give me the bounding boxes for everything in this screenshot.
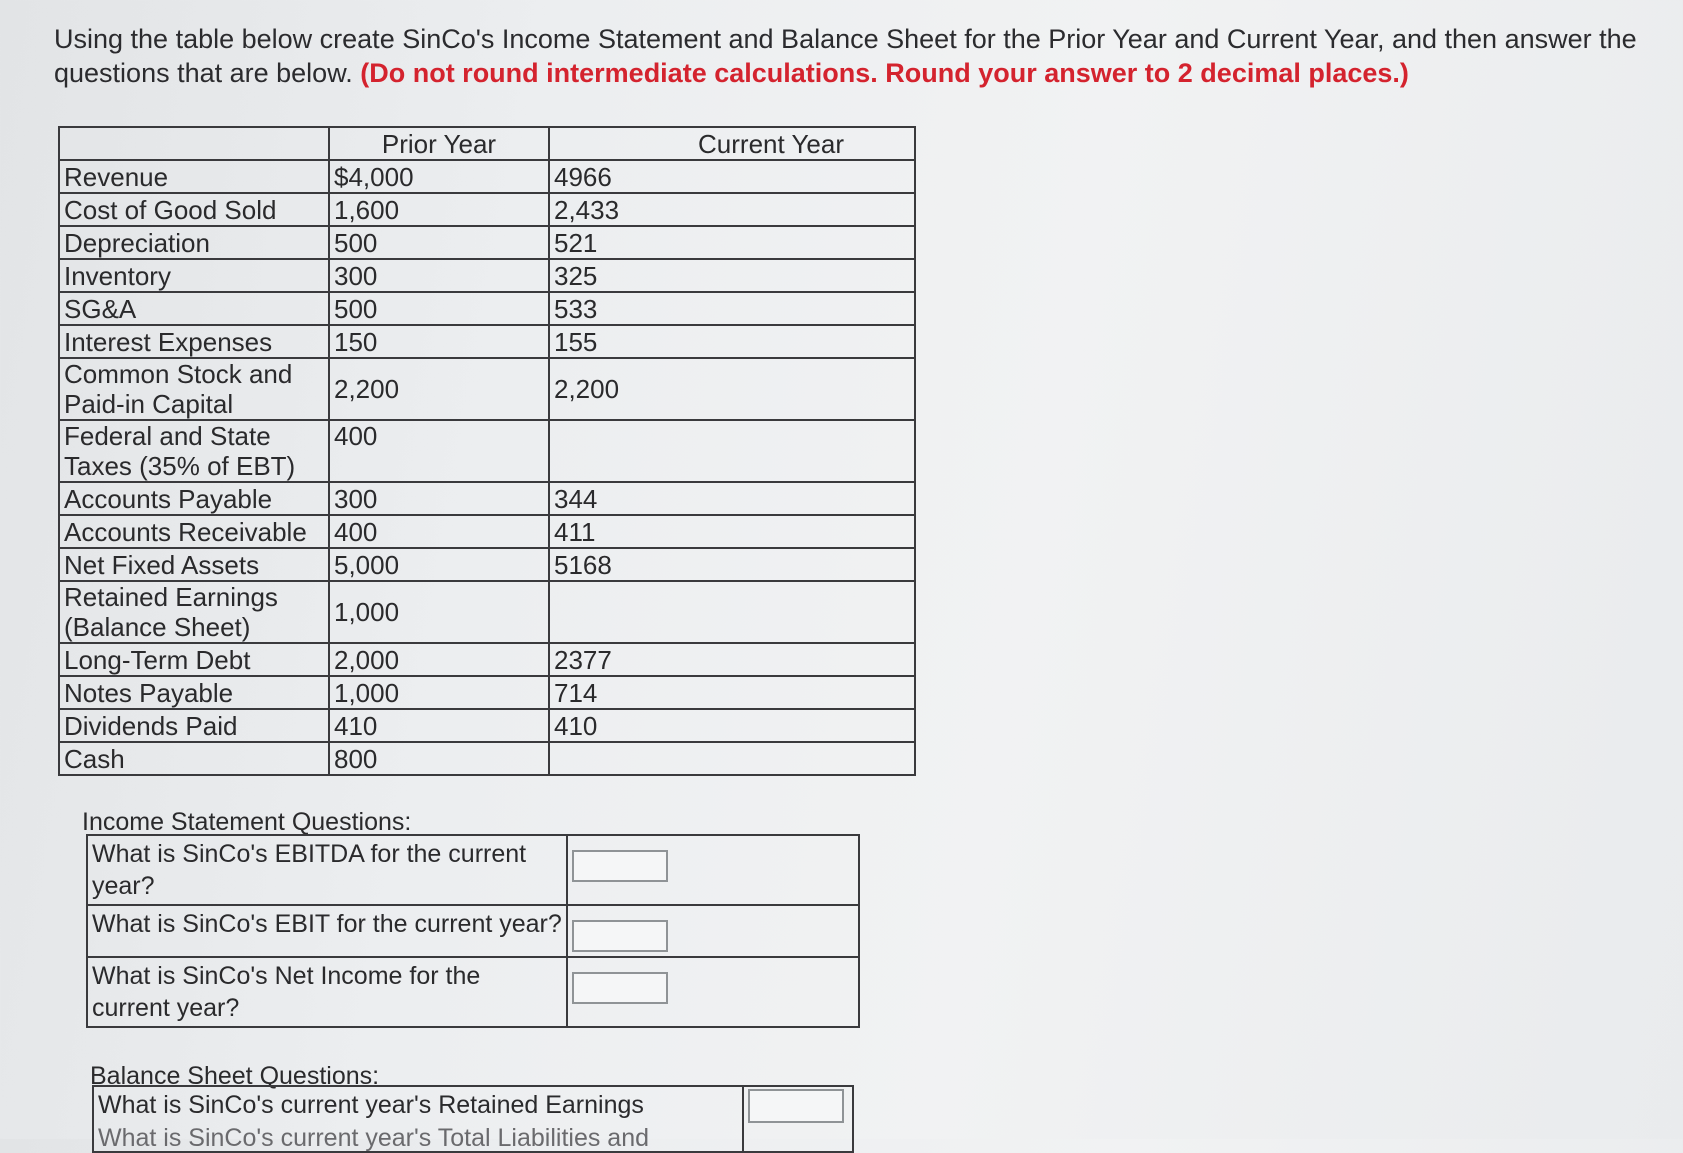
prior-value: 500 (329, 292, 549, 325)
table-row (59, 742, 915, 775)
row-label: Cost of Good Sold (59, 193, 329, 226)
current-value (549, 420, 915, 482)
balance-sheet-heading: Balance Sheet Questions: (90, 1062, 380, 1090)
table-row (59, 581, 915, 643)
balance-sheet-questions (92, 1085, 854, 1153)
prior-value: 2,000 (329, 643, 549, 676)
table-row (59, 676, 915, 709)
row-label: Interest Expenses (59, 325, 329, 358)
question-row (93, 1086, 853, 1152)
answer-cell (567, 905, 859, 957)
row-label: Accounts Payable (59, 482, 329, 515)
instructions-text: Using the table below create SinCo's Income Statement and Balance Sheet for the Prior Year and Current Year, and then answer the questions that are below. (54, 24, 1637, 88)
current-value: 325 (549, 259, 915, 292)
current-value: 411 (549, 515, 915, 548)
ebitda-answer-input[interactable] (572, 850, 668, 882)
prior-value: 800 (329, 742, 549, 775)
table-row (59, 193, 915, 226)
prior-value: 1,600 (329, 193, 549, 226)
prior-value: 300 (329, 482, 549, 515)
table-row (59, 160, 915, 193)
current-value: 155 (549, 325, 915, 358)
table-row (59, 358, 915, 420)
current-value: 344 (549, 482, 915, 515)
prior-value: 5,000 (329, 548, 549, 581)
prior-value: $4,000 (329, 160, 549, 193)
ebit-answer-input[interactable] (572, 920, 668, 952)
current-value (549, 581, 915, 643)
row-label: Depreciation (59, 226, 329, 259)
row-label: Long-Term Debt (59, 643, 329, 676)
row-label: Accounts Receivable (59, 515, 329, 548)
question-row (87, 905, 859, 957)
question-retained-earnings (93, 1086, 743, 1152)
row-label: Common Stock and Paid-in Capital (59, 358, 329, 420)
question-row (87, 957, 859, 1027)
header-current-year: Current Year (549, 127, 915, 160)
prior-value: 300 (329, 259, 549, 292)
current-value: 5168 (549, 548, 915, 581)
row-label: Cash (59, 742, 329, 775)
question-ebitda: What is SinCo's EBITDA for the current year? (87, 835, 567, 905)
income-statement-questions (86, 834, 860, 1028)
current-value: 533 (549, 292, 915, 325)
row-label: Notes Payable (59, 676, 329, 709)
current-value: 2,200 (549, 358, 915, 420)
table-row (59, 226, 915, 259)
question-ebit: What is SinCo's EBIT for the current year? (87, 905, 567, 957)
net-income-answer-input[interactable] (572, 972, 668, 1004)
prior-value: 500 (329, 226, 549, 259)
prior-value: 400 (329, 515, 549, 548)
total-liabilities-question-text: What is SinCo's current year's Total Liabilities and (98, 1124, 650, 1152)
table-row (59, 709, 915, 742)
current-value: 521 (549, 226, 915, 259)
table-row (59, 548, 915, 581)
current-value (549, 742, 915, 775)
table-row (59, 420, 915, 482)
question-row (87, 835, 859, 905)
table-header-row (59, 127, 915, 160)
header-prior-year: Prior Year (329, 127, 549, 160)
table-row (59, 482, 915, 515)
income-statement-heading: Income Statement Questions: (82, 808, 412, 836)
row-label: SG&A (59, 292, 329, 325)
financial-data-table (58, 126, 916, 776)
current-value: 714 (549, 676, 915, 709)
current-value: 2377 (549, 643, 915, 676)
question-net-income: What is SinCo's Net Income for the current year? (87, 957, 567, 1027)
table-row (59, 259, 915, 292)
instructions-emphasis: (Do not round intermediate calculations. Round your answer to 2 decimal places.) (360, 58, 1409, 88)
row-label: Net Fixed Assets (59, 548, 329, 581)
prior-value: 150 (329, 325, 549, 358)
current-value: 410 (549, 709, 915, 742)
current-value: 2,433 (549, 193, 915, 226)
current-value: 4966 (549, 160, 915, 193)
row-label: Dividends Paid (59, 709, 329, 742)
table-row (59, 325, 915, 358)
row-label: Retained Earnings (Balance Sheet) (59, 581, 329, 643)
answer-cell (567, 835, 859, 905)
prior-value: 2,200 (329, 358, 549, 420)
retained-earnings-question-text: What is SinCo's current year's Retained Earnings (98, 1091, 644, 1119)
prior-value: 400 (329, 420, 549, 482)
row-label: Inventory (59, 259, 329, 292)
answer-cell (567, 957, 859, 1027)
instructions (54, 22, 1654, 90)
table-row (59, 515, 915, 548)
retained-earnings-answer-input[interactable] (748, 1089, 844, 1123)
row-label: Federal and State Taxes (35% of EBT) (59, 420, 329, 482)
prior-value: 410 (329, 709, 549, 742)
row-label: Revenue (59, 160, 329, 193)
prior-value: 1,000 (329, 581, 549, 643)
table-row (59, 292, 915, 325)
header-label (59, 127, 329, 160)
answer-cell (743, 1086, 853, 1152)
table-row (59, 643, 915, 676)
prior-value: 1,000 (329, 676, 549, 709)
